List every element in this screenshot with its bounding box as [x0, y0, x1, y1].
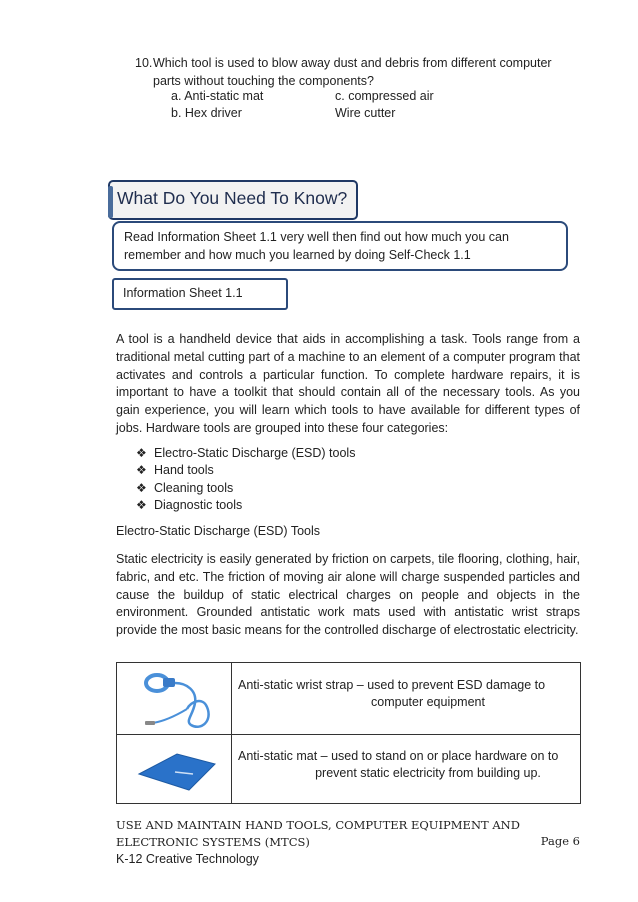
table-row	[117, 663, 580, 735]
question-10	[135, 54, 580, 90]
option-a: a. Anti-static mat	[171, 89, 264, 103]
esd-heading: Electro-Static Discharge (ESD) Tools	[116, 524, 321, 538]
diamond-bullet-icon: ❖	[136, 497, 147, 512]
esd-paragraph: Static electricity is easily generated by friction on carpets, tile flooring, clothing, hair, fabric, and etc. The friction of moving air alone will charge suspended particles and cause the buildup of static electrical charges on people and objects in the environment. Grounded antistatic work mats used with antistatic wrist straps provide the most basic means for the controlled discharge of electrostatic electricity.	[116, 552, 580, 638]
esd-tools-table	[116, 662, 581, 804]
intro-paragraph: A tool is a handheld device that aids in accomplishing a task. Tools range from a traditional metal cutting part of a machine to an element of a computer program that activates and controls a particular function. To complete hardware repairs, it is important to have a toolkit that should contain all of the necessary tools. As you gain experience, you will learn which tools to have available for different types of jobs. Hardware tools are grouped into these four categories:	[116, 332, 580, 435]
wrist-strap-description: Anti-static wrist strap – used to prevent ESD damage to computer equipment	[238, 678, 546, 709]
list-item: ❖ Diagnostic tools	[136, 497, 355, 514]
option-c: c. compressed air	[335, 89, 434, 103]
page-number: Page 6	[540, 834, 580, 848]
section-title: What Do You Need To Know?	[117, 188, 348, 208]
question-text: Which tool is used to blow away dust and debris from different computer parts without touching the components?	[153, 56, 552, 88]
list-item: ❖ Hand tools	[136, 462, 355, 479]
wrist-strap-icon	[117, 663, 231, 734]
anti-static-mat-image-cell	[117, 734, 232, 803]
page-footer	[116, 817, 580, 868]
list-item: ❖ Cleaning tools	[136, 480, 355, 497]
diamond-bullet-icon: ❖	[136, 480, 147, 495]
diamond-bullet-icon: ❖	[136, 446, 147, 460]
question-number: 10.	[135, 56, 153, 70]
tool-categories-list	[136, 445, 355, 514]
footer-course: K-12 Creative Technology	[116, 852, 259, 866]
banner-accent-bar	[108, 186, 113, 218]
option-d: Wire cutter	[335, 106, 396, 120]
wrist-strap-image-cell	[117, 663, 232, 734]
info-sheet-label: Information Sheet 1.1	[123, 286, 243, 300]
list-item: ❖ Electro-Static Discharge (ESD) tools	[136, 445, 355, 462]
anti-static-mat-icon	[117, 734, 231, 803]
option-b: b. Hex driver	[171, 106, 242, 120]
footer-title-line1: USE AND MAINTAIN HAND TOOLS, COMPUTER EQUIPMENT AND	[116, 818, 520, 832]
footer-title-line2: ELECTRONIC SYSTEMS (MTCS)	[116, 835, 310, 849]
table-row	[117, 734, 580, 803]
diamond-bullet-icon: ❖	[136, 463, 147, 478]
anti-static-mat-description: Anti-static mat – used to stand on or place hardware on to prevent static electricity from building up.	[238, 749, 559, 780]
instruction-text: Read Information Sheet 1.1 very well then find out how much you can remember and how much you learned by doing Self-Check 1.1	[124, 230, 509, 262]
